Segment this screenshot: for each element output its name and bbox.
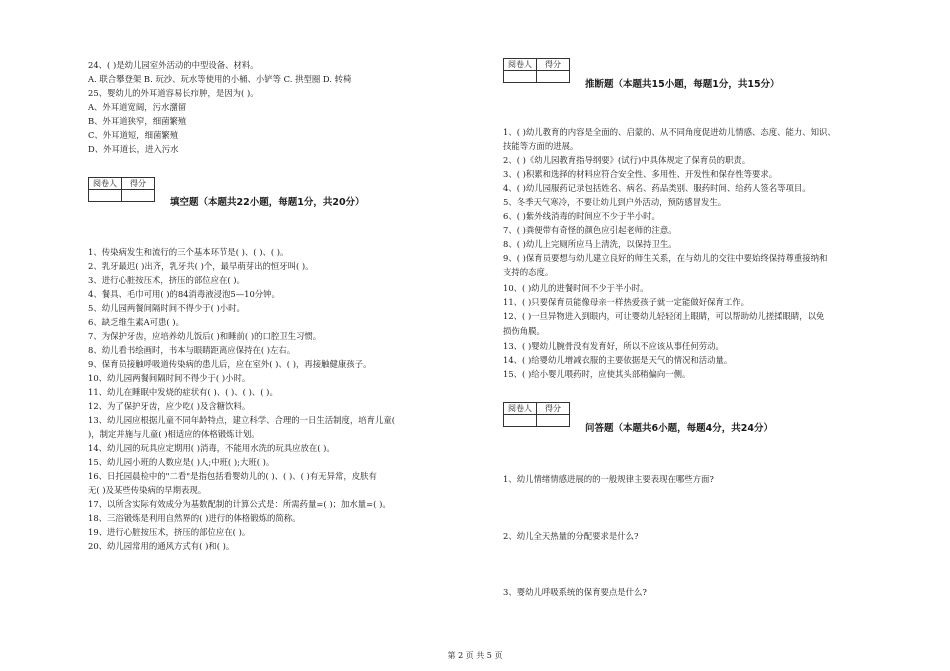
judge-line: 8、( )幼儿上完厕所应马上清洗，以保持卫生。 xyxy=(503,239,677,249)
judge-line: 4、( )幼儿园服药记录包括姓名、病名、药品类别、服药时间、给药人签名等项目。 xyxy=(503,183,811,193)
judge-line: 6、( )紫外线消毒的时间应不少于半小时。 xyxy=(503,211,660,221)
grader-cell xyxy=(504,415,537,427)
fill-line: )，制定并施与儿童( )相适应的体格锻炼计划。 xyxy=(88,429,260,439)
judge-line: 14、( )给婴幼儿增减衣服的主要依据是天气的情况和活动量。 xyxy=(503,355,733,365)
fill-line: 2、乳牙最迟( )出齐，乳牙共( )个，最早萌芽出的恒牙叫( )。 xyxy=(88,261,314,271)
judge-line: 2、( )《幼儿园教育指导纲要》(试行)中具体规定了保育员的职责。 xyxy=(503,155,751,165)
fill-line: 14、幼儿园的玩具应定期用( )消毒，不能用水洗的玩具应放在( )。 xyxy=(88,443,335,453)
fill-line: 20、幼儿园常用的通风方式有( )和( )。 xyxy=(88,541,235,551)
fill-line: 18、三浴锻炼是利用自然界的( )进行的体格锻炼的简称。 xyxy=(88,513,301,523)
fill-line: 13、幼儿园应根据儿童不同年龄特点，建立科学、合理的一日生活制度，培育儿童( xyxy=(88,415,396,425)
judge-line: 7、( )粪便带有奇怪的颜色应引起老师的注意。 xyxy=(503,225,677,235)
judge-section-title: 推断题（本题共15小题，每题1分，共15分） xyxy=(585,79,780,90)
score-box xyxy=(503,58,570,83)
choice-line: 24、( )是幼儿园室外活动的中型设备、材料。 xyxy=(88,60,259,70)
qa-question: 3、婴幼儿呼吸系统的保育要点是什么? xyxy=(503,587,647,597)
fill-line: 15、幼儿园小班的人数应是( )人;中班( );大班( )。 xyxy=(88,457,275,467)
score-cell xyxy=(537,415,570,427)
fill-line: 5、幼儿园两餐间隔时间不得少于( )小时。 xyxy=(88,303,245,313)
grader-label: 阅卷人 xyxy=(89,178,122,190)
fill-line: 16、日托园晨检中的"二看"是指包括看婴幼儿的( )、( )、( )有无异常，皮肤有 xyxy=(88,471,377,481)
qa-question: 1、幼儿情绪情感进展的的一般规律主要表现在哪些方面? xyxy=(503,474,714,484)
score-cell xyxy=(122,190,155,202)
score-label: 得分 xyxy=(537,403,570,415)
fill-line: 7、为保护牙齿，应培养幼儿饭后( )和睡前( )的口腔卫生习惯。 xyxy=(88,331,322,341)
judge-line: 13、( )婴幼儿腕骨没有发育好，所以不应该从事任何劳动。 xyxy=(503,341,724,351)
score-label: 得分 xyxy=(122,178,155,190)
fill-line: 3、进行心脏按压术，挤压的部位应在( )。 xyxy=(88,275,245,285)
choice-line: 25、婴幼儿的外耳道容易长疖肿，是因为( )。 xyxy=(88,88,259,98)
grader-label: 阅卷人 xyxy=(504,59,537,71)
qa-question: 2、幼儿全天热量的分配要求是什么? xyxy=(503,531,639,541)
judge-line: 12、( )一旦异物进入到眼内，可让婴幼儿轻轻闭上眼睛，可以帮助幼儿搓揉眼睛，以免 xyxy=(503,311,825,321)
fill-section-title: 填空题（本题共22小题，每题1分，共20分） xyxy=(170,197,365,208)
judge-line: 5、冬季天气寒冷，不要让幼儿到户外活动，预防感冒发生。 xyxy=(503,197,727,207)
fill-line: 12、为了保护牙齿，应少吃( )及含糖饮料。 xyxy=(88,401,251,411)
fill-line: 8、幼儿看书绘画时，书本与眼睛距离应保持在( )左右。 xyxy=(88,345,296,355)
choice-line: A、外耳道宽阔，污水潴留 xyxy=(88,102,187,112)
score-cell xyxy=(537,71,570,83)
judge-line: 支持的态度。 xyxy=(503,267,554,277)
judge-line: 技能等方面的进展。 xyxy=(503,141,579,151)
score-box xyxy=(88,177,155,202)
choice-line: C、外耳道短，细菌繁殖 xyxy=(88,130,179,140)
judge-line: 1、( )幼儿教育的内容是全面的、启蒙的、从不同角度促进幼儿情感、态度、能力、知识、 xyxy=(503,127,836,137)
fill-line: 19、进行心脏按压术，挤压的部位应在( )。 xyxy=(88,527,251,537)
grader-cell xyxy=(504,71,537,83)
fill-line: 11、幼儿在睡眠中发烧的症状有( )、( )、( )、( )。 xyxy=(88,387,278,397)
choice-line: D、外耳道长，进入污水 xyxy=(88,144,179,154)
fill-line: 9、保育员接触呼吸道传染病的患儿后，应在室外( )、( )，再接触健康孩子。 xyxy=(88,359,372,369)
choice-line: B、外耳道狭窄，细菌繁殖 xyxy=(88,116,187,126)
score-label: 得分 xyxy=(537,59,570,71)
fill-line: 17、以所含实际有效成分为基数配制的计算公式是：所需药量=( )；加水量=( )。 xyxy=(88,499,391,509)
fill-line: 无( )及某些传染病的早期表现。 xyxy=(88,485,207,495)
score-box xyxy=(503,402,570,427)
grader-cell xyxy=(89,190,122,202)
fill-line: 10、幼儿园两餐间隔时间不得少于( )小时。 xyxy=(88,373,251,383)
judge-line: 15、( )给小婴儿喂药时，应使其头部稍偏向一侧。 xyxy=(503,369,691,379)
judge-line: 3、( )积累和选择的材料应符合安全性、多用性、开发性和保存性等要求。 xyxy=(503,169,778,179)
grader-label: 阅卷人 xyxy=(504,403,537,415)
page-number: 第 2 页 共 5 页 xyxy=(447,651,503,660)
judge-line: 11、( )只要保育员能像母亲一样热爱孩子就一定能做好保育工作。 xyxy=(503,297,749,307)
judge-line: 10、( )幼儿的进餐时间不少于半小时。 xyxy=(503,283,649,293)
fill-line: 1、传染病发生和流行的三个基本环节是( )、( )、( )。 xyxy=(88,247,289,257)
fill-line: 4、餐具、毛巾可用( )的84消毒液浸泡5—10分钟。 xyxy=(88,289,280,299)
judge-line: 9、( )保育员要想与幼儿建立良好的师生关系，在与幼儿的交往中要始终保持尊重接纳和 xyxy=(503,253,828,263)
qa-section-title: 问答题（本题共6小题，每题4分，共24分） xyxy=(585,423,773,434)
fill-line: 6、缺乏维生素A可患( )。 xyxy=(88,317,184,327)
choice-line: A. 联合攀登架 B. 玩沙、玩水等使用的小桶、小铲等 C. 拱型圈 D. 转椅 xyxy=(88,74,352,84)
judge-line: 损伤角膜。 xyxy=(503,326,545,336)
